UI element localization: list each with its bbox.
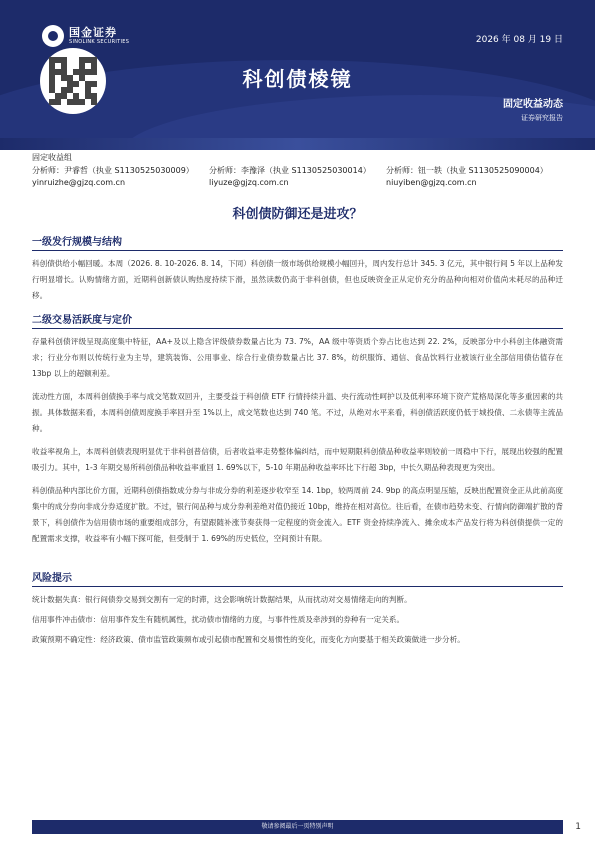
analyst-entry [32, 165, 209, 189]
risk-item: 政策预期不确定性：经济政策、债市监管政策频布或引起债市配置和交易惯性的变化，而变化方向要基于相关政策做进一步分析。 [32, 635, 465, 644]
paragraph: 收益率视角上，本周科创债表现明显优于非科创普信债，后者收益率走势整体偏纠结，而中短期限科创债品种收益率则较前一周稳中下行，展现出较强的配置吸引力。其中，1-3 年期交易所科创债品种收益率重回 1. 69%以下，5-10 年期品种收益率环比下行超 3bp，中长久期品种表现更为突出。 [32, 447, 563, 472]
risk-item: 信用事件冲击债市：信用事件发生有随机属性，扰动债市情绪的力度，与事件性质及牵涉到的券种有一定关系。 [32, 615, 405, 624]
analyst-email[interactable]: liyuze@gjzq.com.cn [209, 178, 289, 187]
section-heading-risk: 风险提示 [32, 569, 563, 587]
team-label: 固定收益组 [32, 153, 72, 162]
analyst-block [32, 152, 563, 189]
footer-disclaimer[interactable]: 敬请参阅最后一页特别声明 [32, 820, 563, 834]
paragraph: 流动性方面，本周科创债换手率与成交笔数双回升，主要受益于科创债 ETF 行情持续升温、央行流动性呵护以及低利率环境下资产荒格局深化等多重因素的共振。具体数据来看，本周科创债周度换手率回升至 1%以上，成交笔数也达到 740 笔。不过，从绝对水平来看，科创债活跃度仍低于城投债、二永债等主流品种。 [32, 392, 563, 433]
analyst-name: 分析师：钮一轶（执业 S1130525090004） [386, 166, 548, 175]
analyst-name: 分析师：尹睿哲（执业 S1130525030009） [32, 166, 194, 175]
paragraph: 科创债供给小幅回暖。本周（2026. 8. 10-2026. 8. 14，下同）科创债一级市场供给规模小幅回升，周内发行总计 345. 3 亿元，其中银行间 5 年以上品种发行明显增长。认购情绪方面，近期科创新债认购热度持续下滑，虽然读数仍高于非科创债，但也反映资金正从定价充分的品种向相对价值尚未耗尽的品种迁移。 [32, 259, 563, 300]
header-decoration-line [0, 138, 595, 150]
analyst-entry [386, 165, 563, 189]
section-heading-primary-issuance: 一级发行规模与结构 [32, 233, 563, 251]
risk-item: 统计数据失真：银行间债券交易到交割有一定的时滞，这会影响统计数据结果，从而扰动对交易情绪走向的判断。 [32, 595, 412, 604]
report-body [32, 233, 563, 652]
analyst-name: 分析师：李豫泽（执业 S1130525030014） [209, 166, 371, 175]
main-title: 科创债防御还是进攻？ [232, 207, 363, 222]
report-subcategory: 证券研究报告 [521, 114, 563, 122]
report-title: 科创债棱镜 [242, 67, 353, 91]
logo-en-text: SINOLINK SECURITIES [69, 38, 130, 45]
section-heading-secondary-trading: 二级交易活跃度与定价 [32, 311, 563, 329]
analyst-entry [209, 165, 386, 189]
logo-cn-text: 国金证券 [69, 25, 117, 39]
report-category: 固定收益动态 [503, 99, 563, 110]
page-number: 1 [575, 822, 581, 832]
report-date: 2026 年 08 月 19 日 [475, 35, 563, 45]
paragraph: 科创债品种内部比价方面，近期科创债指数成分券与非成分券的利差逐步收窄至 14. 1bp，较两周前 24. 9bp 的高点明显压缩，反映出配置资金正从此前高度集中的成分券向非成分券适度扩散。不过，银行间品种与成分券利差绝对值仍接近 10bp，维持在相对高位。往后看，在债市趋势未变、行情向防御端扩散的背景下，科创债作为信用债市场的重要组成部分，有望跟随补涨节奏获得一定程度的资金流入。ETF 资金持续净流入、摊余成本产品发行将为科创债提供一定的配置需求支撑，收益率有小幅下探可能，但受制于 1. 69%的历史低位，空间预计有限。 [32, 486, 563, 543]
analyst-email[interactable]: yinruizhe@gjzq.com.cn [32, 178, 126, 187]
analyst-email[interactable]: niuyiben@gjzq.com.cn [386, 178, 477, 187]
company-logo [42, 25, 129, 47]
logo-icon [42, 25, 64, 47]
paragraph: 存量科创债评级呈现高度集中特征，AA+及以上隐含评级债券数量占比为 73. 7%，AA 级中等资质个券占比也达到 22. 2%，反映部分中小科创主体融资需求；行业分布则以传统行业为主导，建筑装饰、公用事业、综合行业债券数量占比 37. 8%，纺织服饰、通信、食品饮料行业被该行业全部信用债估值存在 13bp 以上的超额利差。 [32, 337, 563, 378]
